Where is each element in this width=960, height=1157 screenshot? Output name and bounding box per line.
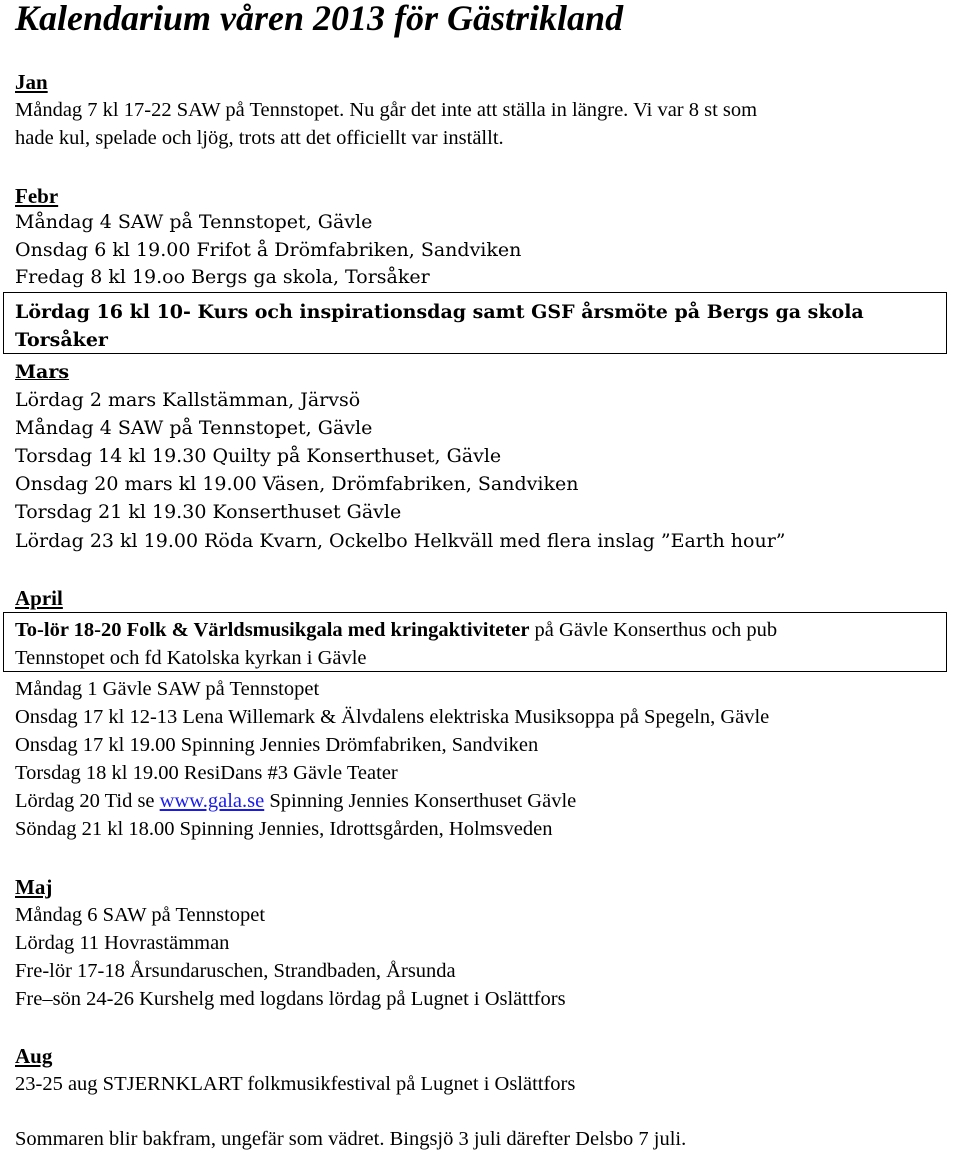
april-item: Söndag 21 kl 18.00 Spinning Jennies, Idrottsgården, Holmsveden [15, 818, 553, 840]
footer-note: Sommaren blir bakfram, ungefär som vädret. Bingsjö 3 juli därefter Delsbo 7 juli. [15, 1128, 687, 1150]
gala-prefix: Lördag 20 Tid se [15, 790, 160, 812]
heading-april: April [15, 586, 63, 610]
heading-febr: Febr [15, 184, 59, 208]
maj-item: Måndag 6 SAW på Tennstopet [15, 904, 266, 926]
maj-item: Lördag 11 Hovrastämman [15, 932, 230, 954]
febr-boxed-line-1: Lördag 16 kl 10- Kurs och inspirationsdag samt GSF årsmöte på Bergs ga skola [15, 301, 864, 323]
mars-item: Lördag 2 mars Kallstämman, Järvsö [15, 389, 361, 411]
heading-mars: Mars [15, 361, 70, 383]
mars-item: Onsdag 20 mars kl 19.00 Väsen, Drömfabriken, Sandviken [15, 473, 579, 495]
mars-item: Torsdag 21 kl 19.30 Konserthuset Gävle [15, 501, 402, 523]
page-title: Kalendarium våren 2013 för Gästrikland [15, 0, 624, 38]
heading-aug: Aug [15, 1044, 53, 1068]
febr-item: Måndag 4 SAW på Tennstopet, Gävle [15, 211, 373, 233]
mars-item: Måndag 4 SAW på Tennstopet, Gävle [15, 417, 373, 439]
april-item: Måndag 1 Gävle SAW på Tennstopet [15, 678, 320, 700]
april-boxed-line-2: Tennstopet och fd Katolska kyrkan i Gävle [15, 647, 367, 669]
mars-item: Torsdag 14 kl 19.30 Quilty på Konserthuset, Gävle [15, 445, 502, 467]
maj-item: Fre–sön 24-26 Kurshelg med logdans lördag på Lugnet i Oslättfors [15, 988, 566, 1010]
april-boxed-bold: To-lör 18-20 Folk & Världsmusikgala med kringaktiviteter [15, 619, 530, 641]
febr-item: Onsdag 6 kl 19.00 Frifot å Drömfabriken, Sandviken [15, 239, 522, 261]
heading-maj: Maj [15, 875, 53, 899]
april-item: Onsdag 17 kl 12-13 Lena Willemark & Älvdalens elektriska Musiksoppa på Spegeln, Gävle [15, 706, 770, 728]
april-item: Onsdag 17 kl 19.00 Spinning Jennies Drömfabriken, Sandviken [15, 734, 539, 756]
jan-line-1: Måndag 7 kl 17-22 SAW på Tennstopet. Nu går det inte att ställa in längre. Vi var 8 st som [15, 99, 758, 121]
gala-link[interactable]: www.gala.se [159, 790, 265, 812]
gala-suffix: Spinning Jennies Konserthuset Gävle [264, 790, 577, 812]
febr-item: Fredag 8 kl 19.oo Bergs ga skola, Torsåker [15, 266, 430, 288]
maj-item: Fre-lör 17-18 Årsundaruschen, Strandbaden, Årsunda [15, 960, 456, 982]
heading-jan: Jan [15, 70, 48, 94]
april-boxed-line-1 [15, 616, 777, 644]
april-gala-line [15, 787, 576, 815]
mars-item: Lördag 23 kl 19.00 Röda Kvarn, Ockelbo Helkväll med flera inslag ”Earth hour” [15, 530, 786, 552]
april-item: Torsdag 18 kl 19.00 ResiDans #3 Gävle Teater [15, 762, 398, 784]
april-boxed-rest: på Gävle Konserthus och pub [529, 619, 778, 641]
jan-line-2: hade kul, spelade och ljög, trots att det officiellt var inställt. [15, 127, 504, 149]
aug-line: 23-25 aug STJERNKLART folkmusikfestival på Lugnet i Oslättfors [15, 1073, 576, 1095]
febr-boxed-line-2: Torsåker [15, 329, 108, 351]
